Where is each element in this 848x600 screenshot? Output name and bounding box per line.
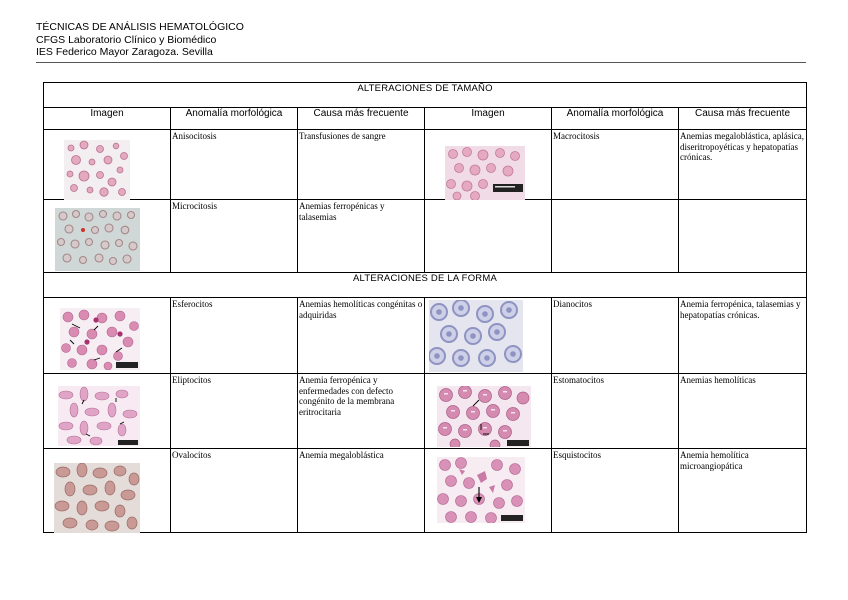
course-name: CFGS Laboratorio Clínico y Biomédico	[36, 33, 217, 46]
anomaly-name	[552, 200, 678, 201]
elliptocytes-micrograph	[58, 386, 140, 446]
microcytosis-micrograph	[55, 208, 140, 271]
section-shape-title: ALTERACIONES DE LA FORMA	[44, 273, 807, 298]
document-header	[36, 21, 244, 59]
header-divider	[36, 62, 806, 63]
anomaly-name: Esferocitos	[172, 299, 213, 309]
anomaly-cell	[552, 130, 679, 200]
cause-text: Anemia ferropénica, talasemias y hepatopatías crónicas.	[680, 299, 801, 320]
anomaly-name: Dianocitos	[553, 299, 592, 309]
cause-text: Anemia megaloblástica	[299, 450, 384, 460]
col-anomaly-header: Anomalía morfológica	[171, 108, 298, 130]
anomaly-cell	[171, 130, 298, 200]
cause-text	[679, 200, 806, 201]
cause-cell	[679, 200, 807, 273]
cause-text: Anemias hemolíticas congénitas o adquiridas	[299, 299, 423, 320]
anomaly-cell	[552, 298, 679, 374]
section-size-title: ALTERACIONES DE TAMAÑO	[44, 83, 807, 108]
stomatocytes-micrograph	[437, 386, 531, 447]
col-cause-header-2: Causa más frecuente	[679, 108, 807, 130]
morphology-table	[43, 82, 807, 533]
anomaly-cell	[552, 374, 679, 449]
cause-cell	[679, 130, 807, 200]
image-cell	[44, 200, 171, 273]
cause-cell	[298, 200, 425, 273]
anisocytosis-micrograph	[64, 140, 130, 200]
cause-text: Anemias hemolíticas	[680, 375, 756, 385]
anomaly-name: Microcitosis	[172, 201, 217, 211]
school-name: IES Federico Mayor Zaragoza. Sevilla	[36, 46, 213, 58]
anomaly-name: Eliptocitos	[172, 375, 211, 385]
section-shape-row	[44, 273, 807, 298]
col-anomaly-header-2: Anomalía morfológica	[552, 108, 679, 130]
cause-text: Anemia hemolítica microangiopática	[680, 450, 749, 471]
image-cell	[425, 449, 552, 533]
image-cell	[425, 298, 552, 374]
image-cell	[44, 298, 171, 374]
col-image-header-2: Imagen	[425, 108, 552, 130]
cause-cell	[679, 374, 807, 449]
anomaly-cell	[552, 449, 679, 533]
anomaly-name: Esquistocitos	[553, 450, 602, 460]
course-title: TÉCNICAS DE ANÁLISIS HEMATOLÓGICO	[36, 21, 244, 33]
empty-image-cell	[425, 200, 552, 273]
col-image-header: Imagen	[44, 108, 171, 130]
macrocytosis-micrograph	[445, 146, 525, 200]
cause-text: Anemias megaloblástica, aplásica, diseritropoyéticas y hepatopatías crónicas.	[680, 131, 804, 162]
table-row	[44, 298, 807, 374]
cause-cell	[298, 130, 425, 200]
cause-cell	[298, 374, 425, 449]
section-size-row	[44, 83, 807, 108]
cause-text: Anemia ferropénica y enfermedades con defecto congénito de la membrana eritrocitaria	[299, 375, 395, 417]
image-cell	[425, 374, 552, 449]
cause-cell	[298, 298, 425, 374]
anomaly-cell	[552, 200, 679, 273]
spherocytes-micrograph	[60, 308, 140, 370]
col-cause-header: Causa más frecuente	[298, 108, 425, 130]
image-cell	[44, 130, 171, 200]
image-cell	[44, 449, 171, 533]
schistocytes-micrograph	[437, 457, 525, 523]
cause-cell	[679, 449, 807, 533]
table-row	[44, 374, 807, 449]
target-cells-micrograph	[429, 300, 523, 372]
anomaly-name: Anisocitosis	[172, 131, 217, 141]
cause-cell	[679, 298, 807, 374]
cause-cell	[298, 449, 425, 533]
anomaly-cell	[171, 449, 298, 533]
anomaly-name: Estomatocitos	[553, 375, 604, 385]
anomaly-cell	[171, 200, 298, 273]
cause-text: Transfusiones de sangre	[299, 131, 386, 141]
anomaly-name: Ovalocitos	[172, 450, 211, 460]
anomaly-name: Macrocitosis	[553, 131, 600, 141]
anomaly-cell	[171, 298, 298, 374]
image-cell	[425, 130, 552, 200]
table-row	[44, 200, 807, 273]
ovalocytes-micrograph	[54, 463, 140, 533]
column-header-row	[44, 108, 807, 130]
image-cell	[44, 374, 171, 449]
table-row	[44, 130, 807, 200]
anomaly-cell	[171, 374, 298, 449]
table-row	[44, 449, 807, 533]
cause-text: Anemias ferropénicas y talasemias	[299, 201, 385, 222]
